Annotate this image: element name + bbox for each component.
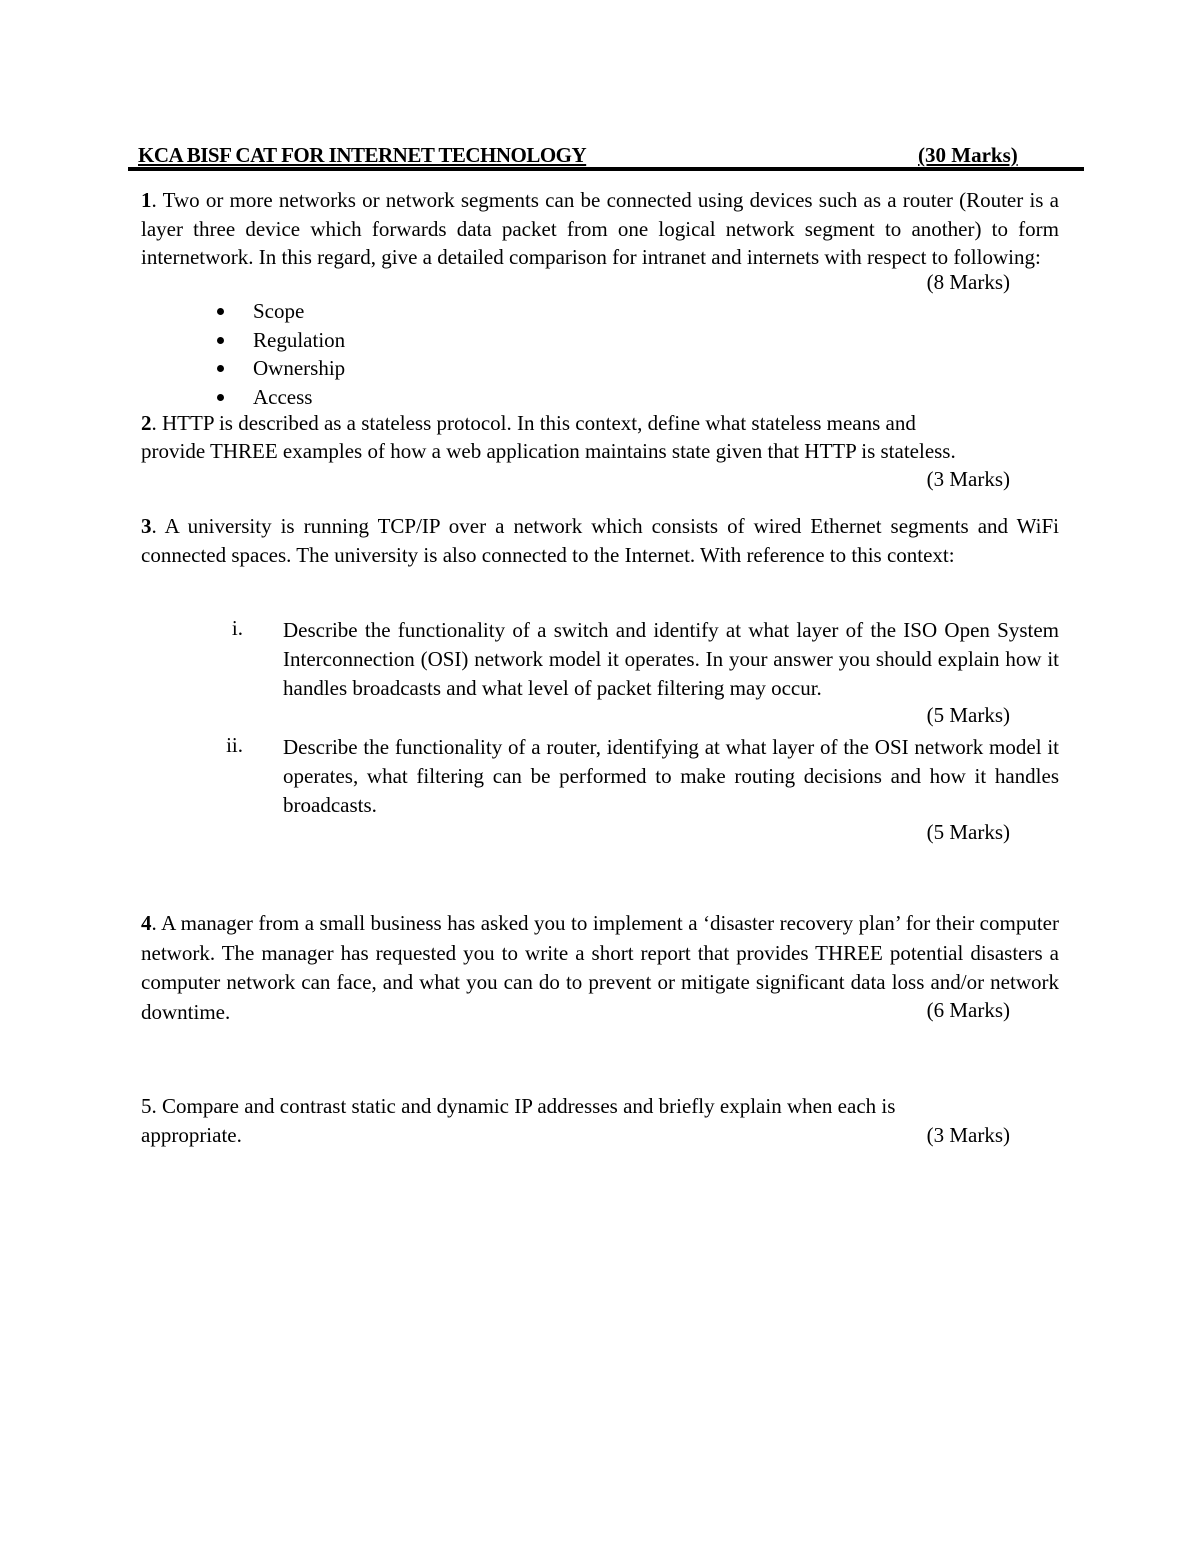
bullet-icon	[217, 394, 224, 401]
bullet-item-scope	[213, 297, 345, 326]
bullet-icon	[217, 337, 224, 344]
question-5-marks: (3 Marks)	[926, 1123, 1010, 1147]
bullet-icon	[217, 308, 224, 315]
question-1-number: 1	[141, 188, 152, 212]
exam-title: KCA BISF CAT FOR INTERNET TECHNOLOGY	[138, 143, 587, 167]
question-2-line-2: provide THREE examples of how a web application maintains state given that HTTP is stateless.	[141, 439, 956, 463]
question-3-item-ii-marks: (5 Marks)	[926, 820, 1010, 844]
exam-total-marks: (30 Marks)	[918, 143, 1018, 167]
question-1-bullet-list	[213, 297, 345, 411]
question-3-item-i-text: Describe the functionality of a switch and identify at what layer of the ISO Open System Interconnection (OSI) network model it operates. In your answer you should explain how it handles broadcasts and what level of packet filtering may occur.	[283, 618, 1059, 700]
question-4	[141, 909, 1059, 1027]
question-3-item-i-label: i.	[231, 616, 243, 640]
question-4-number: 4	[141, 911, 152, 935]
question-4-text: . A manager from a small business has asked you to implement a ‘disaster recovery plan’ for their computer network. The manager has requested you to write a short report that provides THREE potential disasters a computer network can face, and what you can do to prevent or mitigate significant data loss and/or network downtime.	[141, 911, 1059, 1024]
question-2-line-1	[141, 411, 916, 436]
question-5-line-1: 5. Compare and contrast static and dynamic IP addresses and briefly explain when each is	[141, 1094, 896, 1118]
bullet-item-access	[213, 383, 345, 412]
bullet-label: Scope	[253, 299, 305, 323]
question-3-number: 3	[141, 514, 152, 538]
question-1	[141, 186, 1059, 272]
question-1-text: . Two or more networks or network segments can be connected using devices such as a router (Router is a layer three device which forwards data packet from one logical network segment to another) to form internetwork. In this regard, give a detailed comparison for intranet and internets with respect to following:	[141, 188, 1059, 269]
question-3	[141, 512, 1059, 569]
question-4-marks: (6 Marks)	[926, 998, 1010, 1022]
question-5-line-2: appropriate.	[141, 1123, 242, 1147]
question-3-item-i-marks: (5 Marks)	[926, 703, 1010, 727]
bullet-label: Ownership	[253, 356, 346, 380]
question-2-text-1: . HTTP is described as a stateless protocol. In this context, define what stateless means and	[151, 411, 916, 435]
question-2-number: 2	[141, 411, 152, 435]
bullet-icon	[217, 365, 224, 372]
bullet-label: Regulation	[253, 327, 346, 352]
question-3-item-ii-label: ii.	[226, 733, 243, 757]
bullet-label: Access	[253, 384, 313, 409]
question-2-marks: (3 Marks)	[926, 467, 1010, 491]
bullet-item-regulation	[213, 326, 345, 355]
question-3-item-ii-text: Describe the functionality of a router, identifying at what layer of the OSI network model it operates, what filtering can be performed to make routing decisions and how it handles broadcasts.	[283, 735, 1059, 817]
question-1-marks: (8 Marks)	[926, 270, 1010, 294]
exam-header	[128, 141, 1084, 171]
bullet-item-ownership	[213, 354, 345, 383]
question-3-text: . A university is running TCP/IP over a network which consists of wired Ethernet segments and WiFi connected spaces. The university is also connected to the Internet. With reference to this context:	[141, 514, 1059, 567]
